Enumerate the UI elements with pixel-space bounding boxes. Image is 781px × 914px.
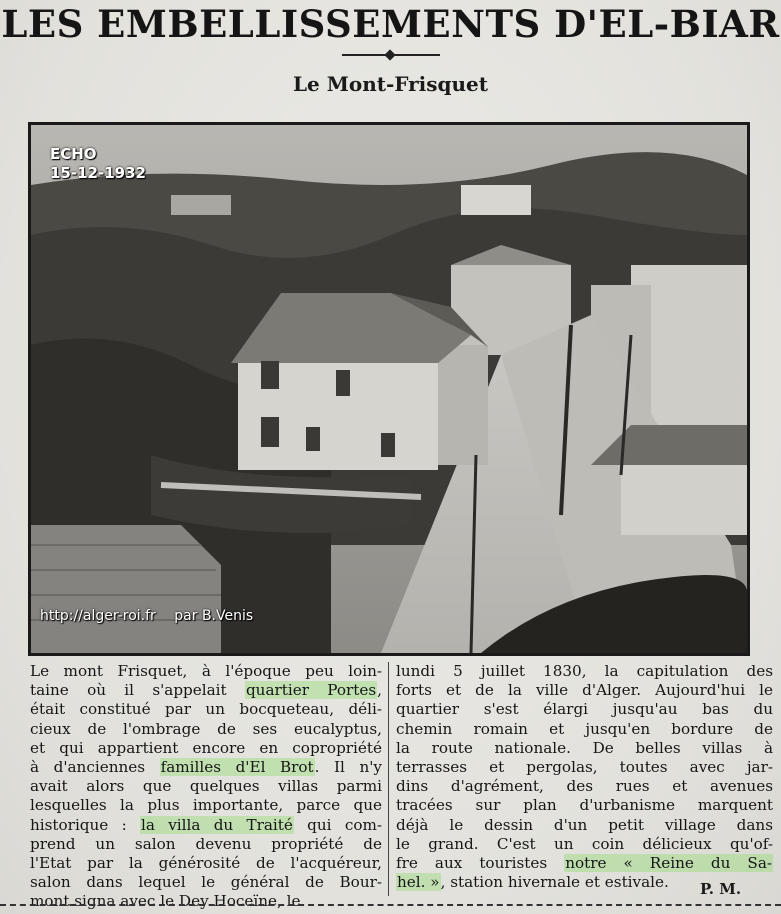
article-signature: P. M. (700, 880, 742, 898)
text-line (30, 854, 382, 873)
text-run: était constitué par un bocqueteau, déli- (30, 700, 382, 719)
article-photo (28, 122, 750, 656)
divider-ornament (384, 49, 395, 60)
highlighted-text: hel. » (397, 873, 440, 892)
text-line (30, 873, 382, 892)
text-line (396, 816, 773, 835)
text-run: forts et de la ville d'Alger. Aujourd'hui le (396, 681, 773, 700)
text-line (396, 758, 773, 777)
text-run: fre aux touristes (396, 854, 565, 873)
credit-author: par B.Venis (174, 608, 254, 624)
photo-illustration (31, 125, 747, 653)
article-headline: LES EMBELLISSEMENTS D'EL-BIAR (1, 2, 780, 46)
text-line (30, 681, 382, 700)
text-run: avait alors que quelques villas parmi (30, 777, 382, 796)
text-run: dins d'agrément, des rues et avenues (396, 777, 773, 796)
text-run: tracées sur plan d'urbanisme marquent (396, 796, 773, 815)
text-line (30, 816, 382, 835)
text-line (396, 700, 773, 719)
text-run: mont signa avec le Dey Hoceïne, le (30, 892, 301, 911)
article-column-left (30, 662, 382, 912)
text-run: Le mont Frisquet, à l'époque peu loin- (30, 662, 382, 680)
text-run: cieux de l'ombrage de ses eucalyptus, (30, 719, 382, 738)
text-run: taine où il s'appelait (30, 681, 245, 700)
text-line (396, 739, 773, 758)
article-subtitle: Le Mont-Frisquet (292, 72, 489, 96)
text-run: qui com- (293, 815, 383, 834)
text-line (396, 662, 773, 681)
text-run: historique : (30, 815, 140, 834)
highlighted-text: quartier Portes (245, 681, 377, 700)
text-line (30, 662, 382, 681)
text-run: la route nationale. De belles villas à (396, 738, 773, 757)
text-run: , station hivernale et estivale. (440, 873, 669, 892)
article-column-right (396, 662, 773, 892)
column-divider (388, 662, 389, 896)
text-run: quartier s'est élargi jusqu'au bas du (396, 700, 773, 719)
text-line (396, 796, 773, 815)
text-line (30, 777, 382, 796)
text-line (396, 777, 773, 796)
text-run: le grand. C'est un coin délicieux qu'of- (396, 834, 773, 853)
text-run: à d'anciennes (30, 758, 160, 777)
highlighted-text: familles d'El Brot (160, 758, 314, 777)
text-run: salon dans lequel le général de Bour- (30, 873, 382, 892)
text-run: , (377, 681, 382, 700)
text-line (30, 720, 382, 739)
photo-stamp-date: 15-12-1932 (50, 164, 146, 182)
highlighted-text: la villa du Traité (141, 815, 293, 834)
text-run: lundi 5 juillet 1830, la capitulation des (396, 662, 773, 680)
text-line (30, 758, 382, 777)
photo-stamp-title: ECHO (50, 145, 97, 163)
credit-site: http://alger-roi.fr (40, 608, 156, 624)
photo-credit (40, 608, 267, 624)
page-bottom-rule (0, 904, 781, 906)
text-run: déjà le dessin d'un petit village dans (396, 815, 773, 834)
text-line (30, 739, 382, 758)
text-line (30, 796, 382, 815)
text-run: l'Etat par la générosité de l'acquéreur, (30, 854, 382, 873)
text-line (396, 681, 773, 700)
text-run: . Il n'y (314, 758, 382, 777)
text-line (30, 700, 382, 719)
text-line (30, 835, 382, 854)
highlighted-text: notre « Reine du Sa- (565, 854, 773, 873)
text-run: terrasses et pergolas, toutes avec jar- (396, 758, 773, 777)
text-line (396, 854, 773, 873)
text-line (396, 720, 773, 739)
text-run: lesquelles la plus importante, parce que (30, 796, 382, 815)
text-line (30, 892, 382, 911)
text-run: chemin romain et jusqu'en bordure de (396, 719, 773, 738)
text-run: prend un salon devenu propriété de (30, 834, 382, 853)
text-run: et qui appartient encore en copropriété (30, 738, 382, 757)
text-line (396, 835, 773, 854)
